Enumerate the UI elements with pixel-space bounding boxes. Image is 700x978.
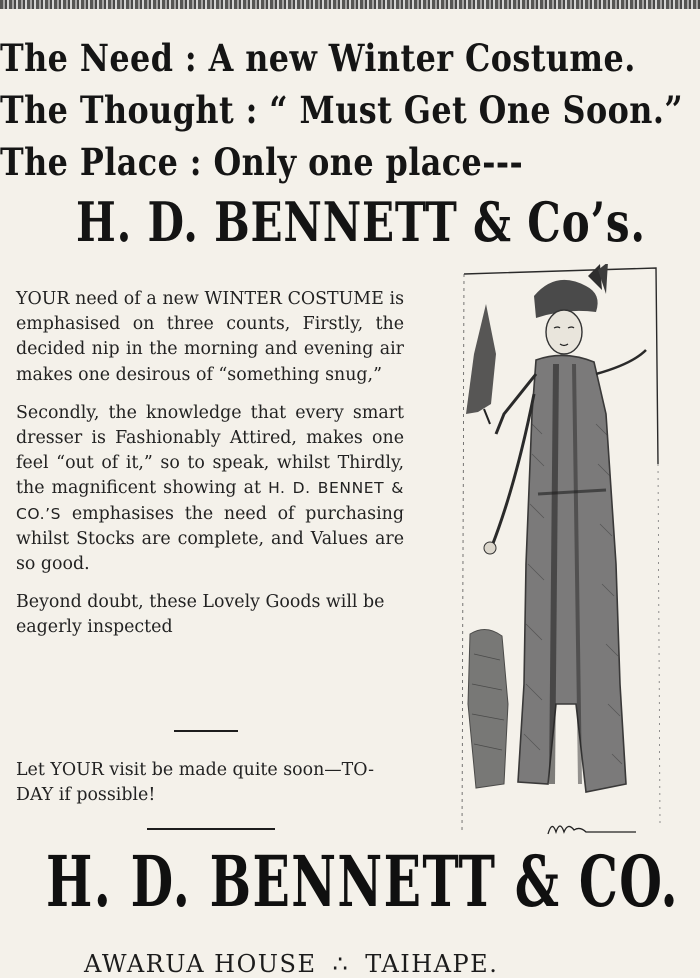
paragraph-second xyxy=(16,401,404,577)
address-separator: ∴ xyxy=(332,950,350,978)
address-building: AWARUA HOUSE xyxy=(84,950,317,978)
headline-place: The Place : Only one place--- xyxy=(0,140,524,184)
headline-need: The Need : A new Winter Costume. xyxy=(0,36,636,80)
firm-name-heading: H. D. BENNETT & Co’s. xyxy=(76,190,646,254)
firm-name-footer: H. D. BENNETT & CO. xyxy=(46,840,679,923)
address-line xyxy=(84,950,624,978)
paragraph-third: Beyond doubt, these Lovely Goods will be eagerly inspected xyxy=(16,592,385,638)
paragraph-second-end: emphasises the need of purchasing whilst Stocks are complete, and Values are so good. xyxy=(16,503,404,575)
paragraph-first: YOUR need of a new WINTER COSTUME is emphasised on three counts, Firstly, the decided nip in the morning and evening air makes one desirous of “something snug,” xyxy=(16,289,404,385)
headline-thought: The Thought : “ Must Get One Soon.” xyxy=(0,88,684,132)
divider-rule xyxy=(174,730,238,732)
address-town: TAIHAPE. xyxy=(365,950,499,978)
firm-name-inline: H. D. BENNET & CO.’S xyxy=(16,479,404,523)
newsprint-border xyxy=(0,0,700,9)
advert-body xyxy=(16,287,404,654)
costume-illustration xyxy=(456,264,666,840)
divider-rule-long xyxy=(147,828,275,830)
paragraph-second-start: Secondly, the knowledge that every smart dresser is Fashionably Attired, makes one feel “out of it,” so to speak, whilst Thirdly, the magnificent showing at xyxy=(16,402,404,499)
call-to-action: Let YOUR visit be made quite soon—TO-DAY if possible! xyxy=(16,760,375,806)
